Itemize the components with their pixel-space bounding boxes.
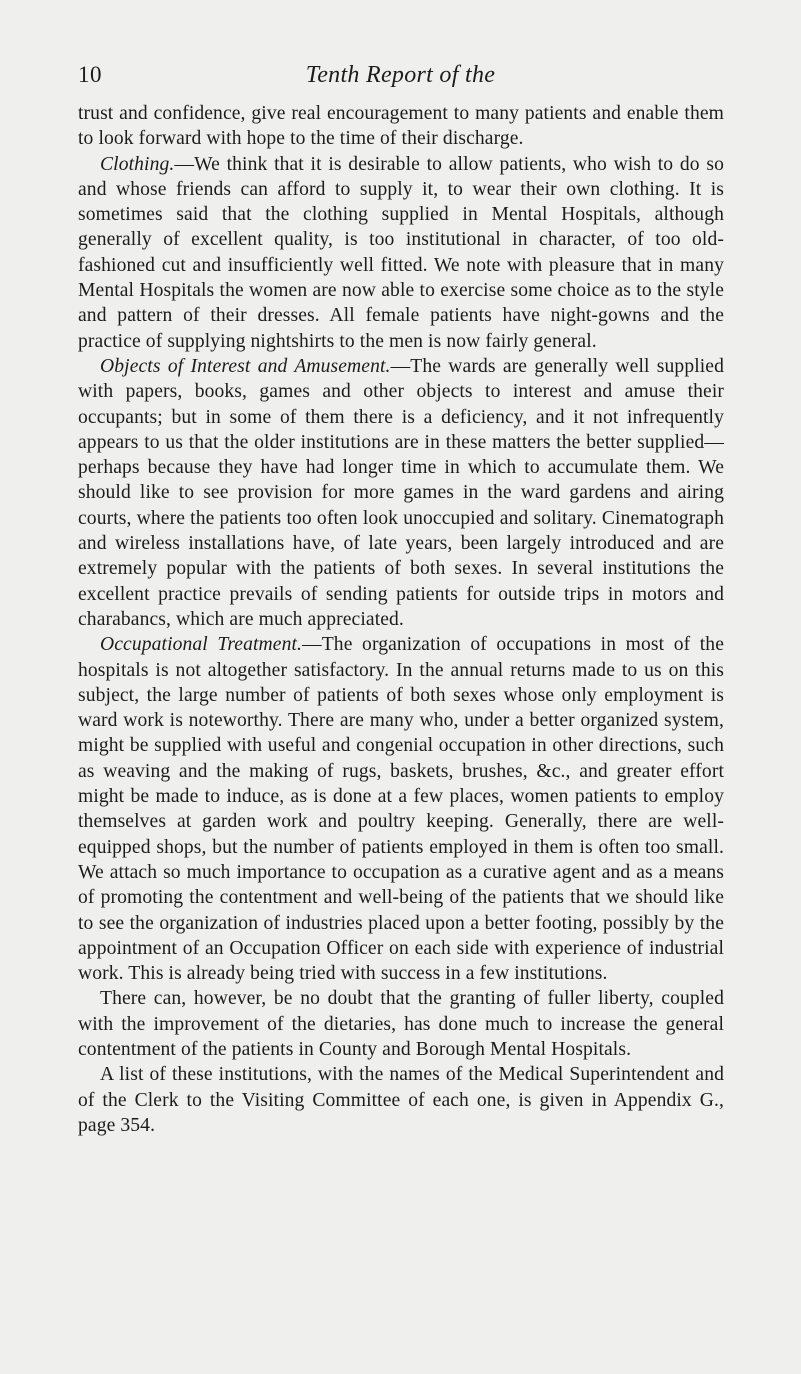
page-number: 10 xyxy=(78,62,102,87)
run-in-heading: Clothing. xyxy=(100,153,175,175)
paragraph-objects-of-interest xyxy=(78,354,724,632)
paragraph-text: There can, however, be no doubt that the granting of fuller liberty, coupled with the improvement of the dietaries, has done much to increase the general contentment of the patients in County and Borough Mental Hospitals. xyxy=(78,988,724,1060)
run-in-heading: Occupational Treatment. xyxy=(100,634,303,656)
paragraph-liberty xyxy=(78,986,724,1062)
paragraph-text: —The wards are generally well supplied with papers, books, games and other objects to interest and amuse their occupants; but in some of them there is a deficiency, and it not infrequently appears to us that the older institutions are in these matters the better supplied—perhaps because they have had longer time in which to accumulate them. We should like to see provision for more games in the ward gardens and airing courts, where the patients too often look unoccupied and solitary. Cinematograph and wireless installations have, of late years, been largely introduced and are extremely popular with the patients of both sexes. In several institutions the excellent practice prevails of sending patients for outside trips in motors and charabancs, which are much appreciated. xyxy=(78,355,724,630)
page-header xyxy=(78,62,723,92)
paragraph-clothing xyxy=(78,152,724,354)
body-text xyxy=(78,101,724,1138)
running-title: Tenth Report of the xyxy=(305,62,496,88)
paragraph-text: —We think that it is desirable to allow patients, who wish to do so and whose friends can afford to supply it, to wear their own clothing. It is sometimes said that the clothing supplied in Mental Hospitals, although generally of excellent quality, is too institutional in character, of too old-fashioned cut and insufficiently well fitted. We note with pleasure that in many Mental Hospitals the women are now able to exercise some choice as to the style and pattern of their dresses. All female patients have night-gowns and the practice of supplying nightshirts to the men is now fairly general. xyxy=(78,153,724,352)
run-in-heading: Objects of Interest and Amusement. xyxy=(100,355,391,377)
paragraph-continuation xyxy=(78,101,724,152)
paragraph-text: A list of these institutions, with the names of the Medical Superintendent and of the Clerk to the Visiting Committee of each one, is given in Appendix G., page 354. xyxy=(78,1064,724,1136)
paragraph-text: —The organization of occupations in most of the hospitals is not altogether satisfactory. In the annual returns made to us on this subject, the large number of patients of both sexes whose only employment is ward work is noteworthy. There are many who, under a better organized system, might be supplied with useful and congenial occupation in other directions, such as weaving and the making of rugs, baskets, brushes, &c., and greater effort might be made to induce, as is done at a few places, women patients to employ themselves at garden work and poultry keeping. Generally, there are well-equipped shops, but the number of patients employed in them is often too small. We attach so much importance to occupation as a curative agent and as a means of promoting the contentment and well-being of the patients that we should like to see the organization of industries placed upon a better footing, possibly by the appointment of an Occupation Officer on each side with experience of industrial work. This is already being tried with success in a few institutions. xyxy=(78,634,724,985)
paragraph-text: trust and confidence, give real encouragement to many patients and enable them to look forward with hope to the time of their discharge. xyxy=(78,103,724,150)
paragraph-appendix-reference xyxy=(78,1062,724,1138)
paragraph-occupational-treatment xyxy=(78,632,724,986)
